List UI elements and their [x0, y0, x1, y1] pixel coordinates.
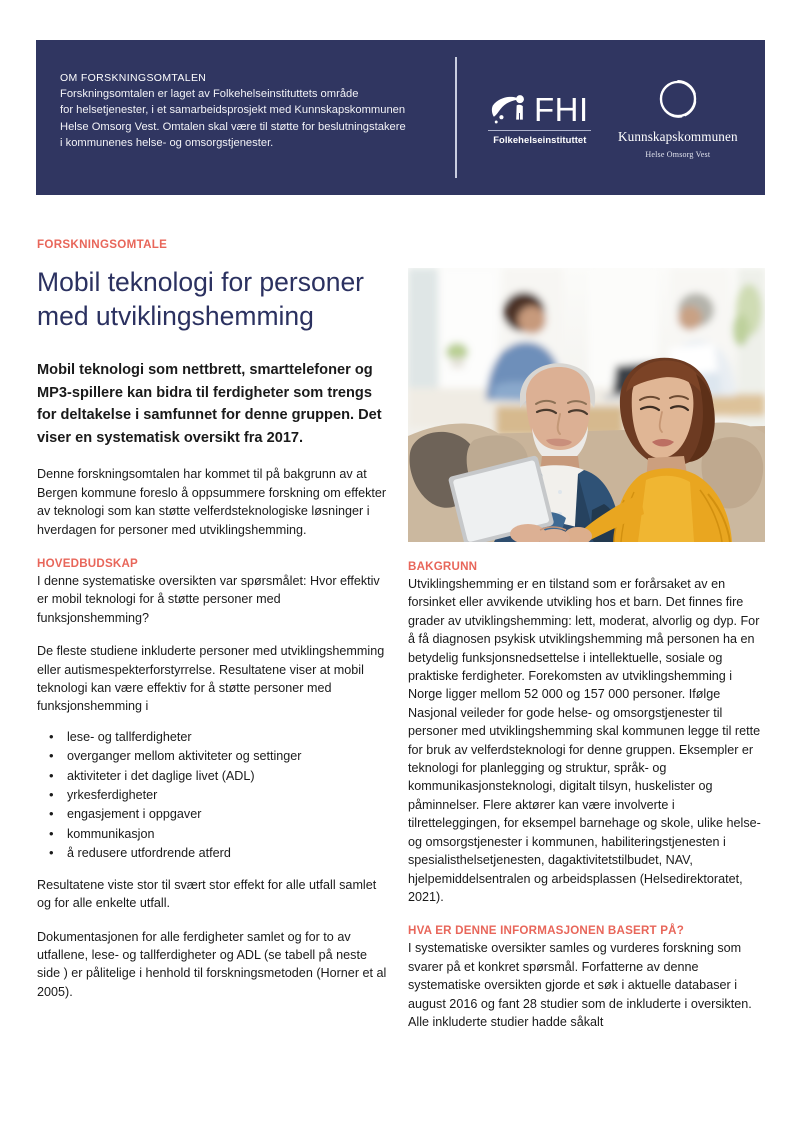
left-column	[37, 238, 389, 1001]
spacer	[37, 627, 389, 642]
spacer	[37, 913, 389, 928]
hovedbudskap-paragraph-3: Resultatene viste stor til svært stor effekt for alle utfall samlet og for alle enkelte utfall.	[37, 877, 377, 911]
fhi-logo	[488, 90, 591, 145]
circle-ring-icon	[655, 76, 701, 122]
list-item: • yrkesferdigheter	[37, 786, 389, 805]
header-description	[60, 86, 455, 151]
page-title: Mobil teknologi for personer med utviklingshemming	[37, 267, 365, 331]
document-header-band	[36, 40, 765, 195]
hovedbudskap-bullet-list	[37, 728, 389, 864]
list-item: • lese- og tallferdigheter	[37, 728, 389, 747]
article-photo	[408, 268, 765, 542]
header-description-line-2: for helsetjenester, i et samarbeidsprosjekt med Kunnskapskommunen	[60, 104, 406, 117]
header-text-block	[36, 40, 455, 195]
right-column	[408, 268, 765, 1031]
list-item: • engasjement i oppgaver	[37, 805, 389, 824]
list-item: • å redusere utfordrende atferd	[37, 844, 389, 863]
list-item: • aktiviteter i det daglige livet (ADL)	[37, 767, 389, 786]
header-description-line-4: i kommunenes helse- og omsorgstjenester.	[60, 136, 274, 149]
fhi-logo-subtitle: Folkehelseinstituttet	[493, 133, 587, 145]
kunnskapskommunen-wordmark: Kunnskapskommunen	[618, 129, 738, 144]
fhi-wordmark: FHI	[533, 90, 589, 128]
fhi-logo-rule	[488, 130, 591, 131]
fhi-figure-icon	[491, 93, 529, 127]
informasjon-basert-paragraph-1: I systematiske oversikter samles og vurderes forskning som svarer på et konkret spørsmål. Forfatterne av denne systematiske oversikten gjorde et søk i aktuelle databaser i august 2016 og fant 28 studier som de inkluderte i oversikten. Alle inkluderte studier hadde såkalt	[408, 941, 752, 1029]
hovedbudskap-paragraph-4: Dokumentasjonen for alle ferdigheter samlet og for to av utfallene, lese- og tallferdigheter og ADL (se tabell på neste side ) er pålitelige i henhold til forskningsmetoden (Horner et al 2005).	[37, 929, 387, 999]
section-heading-hovedbudskap: HOVEDBUDSKAP	[37, 557, 138, 570]
header-kicker: OM FORSKNINGSOMTALEN	[60, 72, 207, 84]
fhi-logo-top	[491, 90, 589, 128]
article-kicker: FORSKNINGSOMTALE	[37, 238, 168, 251]
section-heading-informasjon-basert: HVA ER DENNE INFORMASJONEN BASERT PÅ?	[408, 924, 685, 938]
kunnskapskommunen-subtitle: Helse Omsorg Vest	[645, 150, 711, 159]
kunnskapskommunen-logo	[618, 76, 738, 159]
article-lead: Mobil teknologi som nettbrett, smarttelefoner og MP3-spillere kan bidra til ferdigheter som trengs for deltakelse i samfunnet for denne gruppen. Det viser en systematisk oversikt fra 2017.	[37, 362, 382, 446]
header-description-line-3: Helse Omsorg Vest. Omtalen skal være til støtte for beslutningstakere	[60, 120, 406, 133]
bakgrunn-paragraph-1: Utviklingshemming er en tilstand som er forårsaket av en forsinket eller avvikende utvikling hos et barn. Det finnes fire grader av utviklingshemming: lett, moderat, alvorlig og dyp. For å få diagnosen psykisk utviklingshemming må personen ha en betydelig funksjonsnedsettelse i intellektuelle, sosiale og praktiske ferdigheter. Forekomsten av utviklingshemming i Norge ligger mellom 52 000 og 157 000 personer. Ifølge Nasjonal veileder for gode helse- og omsorgstjenester til personer med utviklingshemming skal kommunen legge til rette for bruk av velferdsteknologi for denne gruppen. Eksempler er teknologi for planlegging og struktur, språk- og kommunikasjonsteknologi, digitalt tilsyn, huskelister og påminnelser. Flere aktører kan være involverte i tilretteleggingen, for eksempel barnehage og skole, ulike helse- og omsorgstjenester i kommunen, habiliteringstjenesten i spesialisthelsetjenesten, dagaktivitetstilbudet, NAV, hjelpemiddelsentralen og arbeidsplassen (Helsedirektoratet, 2021).	[408, 577, 761, 904]
header-description-line-1: Forskningsomtalen er laget av Folkehelseinstituttets område	[60, 88, 359, 100]
hovedbudskap-paragraph-2: De fleste studiene inkluderte personer med utviklingshemming eller autismespekterforstyrrelse. Resultatene viser at mobil teknologi kan være effektiv for å støtte personer med funksjonshemming i	[37, 644, 385, 714]
article-intro: Denne forskningsomtalen har kommet til på bakgrunn av at Bergen kommune foreslo å oppsummere forskning om effekter av teknologi som kan støtte velferdsteknologiske løsninger i hverdagen for personer med utviklingshemming.	[37, 467, 387, 537]
section-heading-bakgrunn: BAKGRUNN	[408, 560, 478, 573]
hovedbudskap-paragraph-1: I denne systematiske oversikten var spørsmålet: Hvor effektiv er mobil teknologi for å støtte personer med funksjonshemming?	[37, 574, 380, 625]
header-logo-group	[457, 40, 765, 195]
list-item: • kommunikasjon	[37, 825, 389, 844]
list-item: • overganger mellom aktiviteter og settinger	[37, 747, 389, 766]
